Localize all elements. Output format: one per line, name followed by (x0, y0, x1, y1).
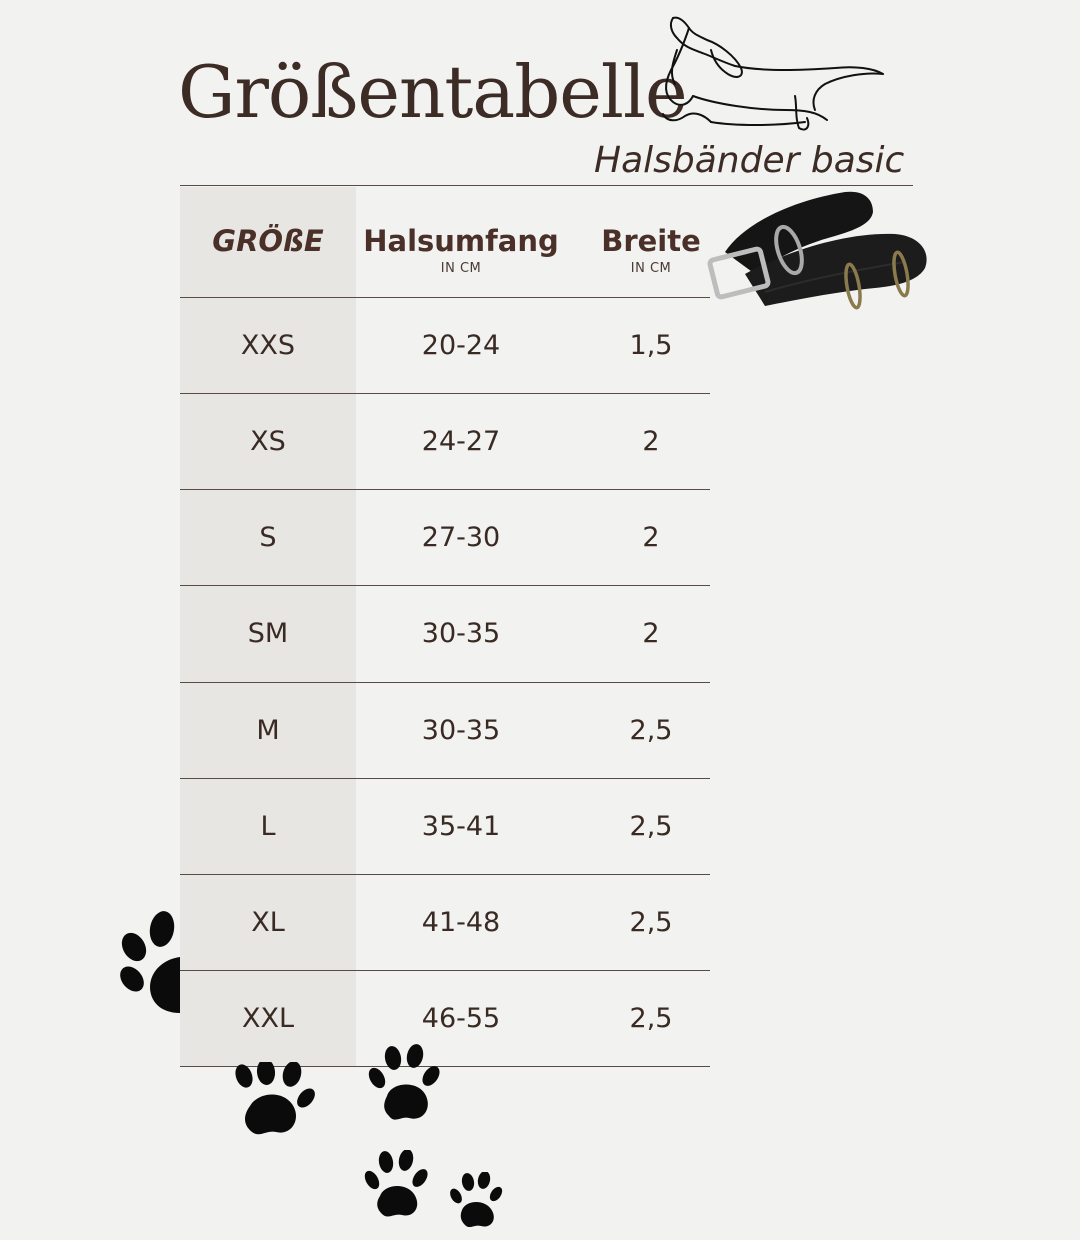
size-cell: XL (251, 907, 285, 938)
size-cell: S (259, 522, 277, 553)
header-size-label: GRÖßE (212, 224, 324, 258)
neck-circumference-cell: 41-48 (421, 907, 501, 938)
width-cell: 2 (642, 618, 660, 649)
header-width-unit: IN CM (630, 261, 672, 276)
neck-circumference-cell: 30-35 (421, 618, 501, 649)
table-row (180, 489, 710, 586)
collar-photo (705, 182, 935, 317)
size-cell: M (256, 715, 280, 746)
width-cell: 2 (642, 522, 660, 553)
width-cell: 1,5 (629, 330, 673, 361)
width-cell: 2,5 (629, 715, 673, 746)
neck-circumference-cell: 24-27 (421, 426, 501, 457)
paw-print-icon (230, 1062, 318, 1140)
header-neck-circumference-label: Halsumfang (363, 224, 559, 258)
header-neck-circumference-unit: IN CM (440, 261, 482, 276)
table-row (180, 682, 710, 779)
width-cell: 2 (642, 426, 660, 457)
width-cell: 2,5 (629, 1003, 673, 1034)
size-cell: XXL (241, 1003, 295, 1034)
table-header (180, 187, 710, 297)
neck-circumference-cell: 35-41 (421, 811, 501, 842)
neck-circumference-cell: 30-35 (421, 715, 501, 746)
paw-print-icon (365, 1044, 443, 1124)
table-row (180, 393, 710, 490)
size-cell: XXS (240, 330, 296, 361)
header-width-label: Breite (601, 224, 701, 258)
neck-circumference-cell: 20-24 (421, 330, 501, 361)
table-row (180, 970, 710, 1067)
paw-print-icon (112, 905, 182, 1017)
neck-circumference-cell: 46-55 (421, 1003, 501, 1034)
size-cell: XS (250, 426, 286, 457)
width-cell: 2,5 (629, 907, 673, 938)
dachshund-line-drawing-icon (655, 10, 890, 140)
table-row (180, 874, 710, 971)
paw-print-icon (448, 1172, 504, 1230)
page-title: Größentabelle (178, 50, 687, 134)
table-row (180, 778, 710, 875)
width-cell: 2,5 (629, 811, 673, 842)
table-row (180, 585, 710, 682)
header-neck-circumference (356, 187, 566, 297)
neck-circumference-cell: 27-30 (421, 522, 501, 553)
table-row (180, 297, 710, 394)
size-cell: L (260, 811, 276, 842)
paw-print-icon (362, 1150, 430, 1220)
page-subtitle: Halsbänder basic (594, 140, 905, 181)
size-cell: SM (247, 618, 289, 649)
header-size (180, 187, 356, 297)
